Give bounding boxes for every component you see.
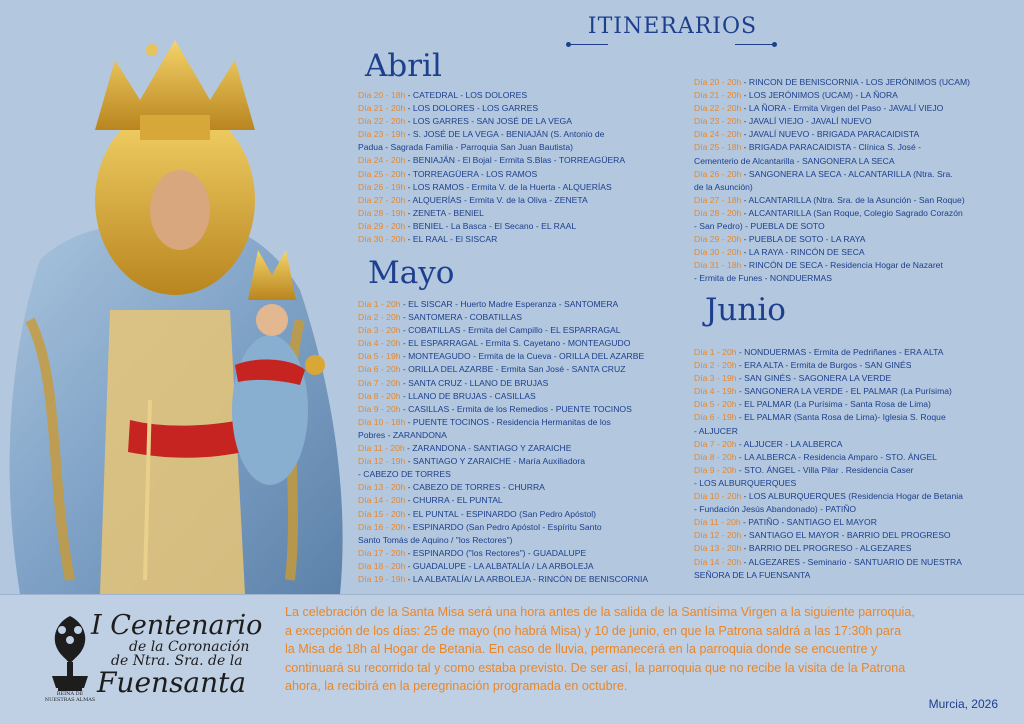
- list-item: Día 23 - 19h - S. JOSÉ DE LA VEGA - BENIAJÁN (S. Antonio de: [358, 129, 605, 140]
- list-item: Día 29 - 20h - PUEBLA DE SOTO - LA RAYA: [694, 234, 866, 245]
- list-item: Día 7 - 20h - SANTA CRUZ - LLANO DE BRUJAS: [358, 377, 549, 388]
- footer-divider: [0, 594, 1024, 595]
- list-item: Día 16 - 20h - ESPINARDO (San Pedro Apóstol - Espíritu Santo: [358, 521, 602, 532]
- logo-text: I Centenario de la Coronación de Ntra. Sra. de la Fuensanta: [91, 610, 263, 699]
- list-item: Día 24 - 20h - JAVALÍ NUEVO - BRIGADA PARACAIDISTA: [694, 129, 920, 140]
- list-item: Día 4 - 20h - EL ESPARRAGAL - Ermita S. Cayetano - MONTEAGUDO: [358, 338, 631, 349]
- list-item: Día 22 - 20h - LA ÑORA - Ermita Virgen del Paso - JAVALÍ VIEJO: [694, 103, 944, 114]
- list-item: Día 8 - 20h - LLANO DE BRUJAS - CASILLAS: [358, 390, 536, 401]
- list-item: Día 13 - 20h - CABEZO DE TORRES - CHURRA: [358, 482, 545, 493]
- list-item: - LOS ALBURQUERQUES: [694, 477, 797, 488]
- list-item: - Ermita de Funes - NONDUERMAS: [694, 273, 833, 284]
- list-item: Día 27 - 20h - ALQUERÍAS - Ermita V. de la Oliva - ZENETA: [358, 194, 588, 205]
- list-item: Día 14 - 20h - ALGEZARES - Seminario - SANTUARIO DE NUESTRA: [694, 556, 962, 567]
- list-item: Día 28 - 20h - ALCANTARILLA (San Roque, Colegio Sagrado Corazón: [694, 207, 963, 218]
- list-item: Día 9 - 20h - CASILLAS - Ermita de los Remedios - PUENTE TOCINOS: [358, 403, 632, 414]
- emblem-motto: REINA DE NUESTRAS ALMAS: [44, 691, 96, 703]
- list-item: Día 22 - 20h - LOS GARRES - SAN JOSÉ DE LA VEGA: [358, 116, 572, 127]
- list-item: Día 27 - 18h - ALCANTARILLA (Ntra. Sra. de la Asunción - San Roque): [694, 194, 965, 205]
- list-item: Día 24 - 20h - BENIAJÁN - El Bojal - Ermita S.Blas - TORREAGÜERA: [358, 155, 626, 166]
- list-junio: [694, 346, 963, 582]
- list-item: Día 4 - 19h - SANGONERA LA VERDE - EL PALMAR (La Purísima): [694, 386, 952, 397]
- list-item: Día 12 - 20h - SANTIAGO EL MAYOR - BARRIO DEL PROGRESO: [694, 530, 951, 541]
- list-item: Día 10 - 20h - LOS ALBURQUERQUES (Residencia Hogar de Betania: [694, 491, 963, 502]
- list-item: Día 28 - 19h - ZENETA - BENIEL: [358, 207, 484, 218]
- list-item: Día 21 - 20h - LOS JERÓNIMOS (UCAM) - LA ÑORA: [694, 90, 898, 101]
- month-title-abril: Abril: [365, 48, 442, 84]
- place-date: Murcia, 2026: [928, 697, 998, 711]
- list-item: SEÑORA DE LA FUENSANTA: [694, 569, 811, 580]
- list-item: Día 30 - 20h - LA RAYA - RINCÓN DE SECA: [694, 247, 865, 258]
- list-item: Día 14 - 20h - CHURRA - EL PUNTAL: [358, 495, 503, 506]
- virgin-statue-image: [0, 20, 350, 594]
- list-item: Día 3 - 19h - SAN GINÉS - SAGONERA LA VERDE: [694, 373, 892, 384]
- centenary-logo: [44, 610, 263, 712]
- list-item: de la Asunción): [694, 181, 753, 192]
- list-item: Día 25 - 20h - TORREAGÜERA - LOS RAMOS: [358, 168, 538, 179]
- list-item: - San Pedro) - PUEBLA DE SOTO: [694, 221, 825, 232]
- list-item: Día 18 - 20h - GUADALUPE - LA ALBATALÍA / LA ARBOLEJA: [358, 560, 594, 571]
- list-item: Día 31 - 18h - RINCÓN DE SECA - Residencia Hogar de Nazaret: [694, 260, 943, 271]
- list-item: Día 26 - 19h - LOS RAMOS - Ermita V. de la Huerta - ALQUERÍAS: [358, 181, 612, 192]
- list-item: Padua - Sagrada Familia - Parroquia San Juan Bautista): [358, 142, 573, 153]
- page-title: ITINERARIOS: [587, 14, 758, 39]
- list-item: Día 5 - 19h - MONTEAGUDO - Ermita de la Cueva - ORILLA DEL AZARBE: [358, 351, 645, 362]
- list-item: Día 11 - 20h - ZARANDONA - SANTIAGO Y ZARAICHE: [358, 443, 572, 454]
- list-item: Día 5 - 20h - EL PALMAR (La Purísima - Santa Rosa de Lima): [694, 399, 931, 410]
- list-item: Día 10 - 18h - PUENTE TOCINOS - Residencia Hermanitas de los: [358, 416, 611, 427]
- title-rule-right: [735, 44, 775, 45]
- list-item: - CABEZO DE TORRES: [358, 469, 451, 480]
- list-item: Día 13 - 20h - BARRIO DEL PROGRESO - ALGEZARES: [694, 543, 912, 554]
- mass-note: La celebración de la Santa Misa será una hora antes de la salida de la Santísima Virgen a la siguiente parroquia, a excepción de los días: 25 de mayo (no habrá Misa) y 10 de junio, en que la Patrona saldrá a las 17:30h para la Misa de 18h al Hogar de Betania. En caso de lluvia, permanecerá en la parroquia donde se encuentre y continuará su recorrido tal y como estaba previsto. De ser así, la parroquia que no recibe la visita de la Patrona ahora, la recibirá en la peregrinación programada en octubre.: [285, 605, 915, 694]
- list-item: Día 17 - 20h - ESPINARDO ("los Rectores") - GUADALUPE: [358, 547, 587, 558]
- list-item: Día 9 - 20h - STO. ÁNGEL - Villa Pilar . Residencia Caser: [694, 464, 914, 475]
- list-item: Día 8 - 20h - LA ALBERCA - Residencia Amparo - STO. ÁNGEL: [694, 451, 937, 462]
- list-item: Día 23 - 20h - JAVALÍ VIEJO - JAVALÍ NUEVO: [694, 116, 872, 127]
- list-item: Día 3 - 20h - COBATILLAS - Ermita del Campillo - EL ESPARRAGAL: [358, 325, 621, 336]
- list-mayo-continued: [694, 76, 970, 286]
- list-item: Pobres - ZARANDONA: [358, 429, 447, 440]
- list-item: Día 29 - 20h - BENIEL - La Basca - El Secano - EL RAAL: [358, 220, 577, 231]
- month-title-mayo: Mayo: [368, 255, 455, 291]
- list-item: Día 12 - 19h - SANTIAGO Y ZARAICHE - María Auxiliadora: [358, 456, 586, 467]
- list-item: Día 11 - 20h - PATIÑO - SANTIAGO EL MAYOR: [694, 517, 877, 528]
- list-item: Día 2 - 20h - ERA ALTA - Ermita de Burgos - SAN GINÉS: [694, 360, 912, 371]
- list-abril: [358, 89, 625, 246]
- list-item: Día 20 - 18h - CATEDRAL - LOS DOLORES: [358, 90, 528, 100]
- list-item: Cementerio de Alcantarilla - SANGONERA LA SECA: [694, 155, 895, 166]
- list-item: Santo Tomás de Aquino / "los Rectores"): [358, 534, 513, 545]
- list-item: Día 1 - 20h - EL SISCAR - Huerto Madre Esperanza - SANTOMERA: [358, 299, 619, 309]
- list-item: Día 19 - 19h - LA ALBATALÍA/ LA ARBOLEJA - RINCÓN DE BENISCORNIA: [358, 573, 649, 584]
- list-item: Día 21 - 20h - LOS DOLORES - LOS GARRES: [358, 103, 539, 114]
- list-item: Día 20 - 20h - RINCON DE BENISCORNIA - LOS JERÓNIMOS (UCAM): [694, 77, 971, 87]
- list-item: Día 26 - 20h - SANGONERA LA SECA - ALCANTARILLA (Ntra. Sra.: [694, 168, 953, 179]
- list-item: Día 2 - 20h - SANTOMERA - COBATILLAS: [358, 312, 522, 323]
- list-item: Día 30 - 20h - EL RAAL - El SISCAR: [358, 234, 498, 245]
- list-item: Día 25 - 18h - BRIGADA PARACAIDISTA - Clínica S. José -: [694, 142, 922, 153]
- list-item: Día 7 - 20h - ALJUCER - LA ALBERCA: [694, 438, 843, 449]
- list-mayo: [358, 298, 648, 586]
- list-item: Día 6 - 19h - EL PALMAR (Santa Rosa de Lima)- Iglesia S. Roque: [694, 412, 946, 423]
- list-item: - Fundación Jesús Abandonado) - PATIÑO: [694, 504, 857, 515]
- title-rule-left: [568, 44, 608, 45]
- list-item: Día 1 - 20h - NONDUERMAS - Ermita de Pedriñanes - ERA ALTA: [694, 347, 944, 357]
- list-item: - ALJUCER: [694, 425, 738, 436]
- month-title-junio: Junio: [705, 292, 786, 328]
- list-item: Día 15 - 20h - EL PUNTAL - ESPINARDO (San Pedro Apóstol): [358, 508, 597, 519]
- list-item: Día 6 - 20h - ORILLA DEL AZARBE - Ermita San José - SANTA CRUZ: [358, 364, 626, 375]
